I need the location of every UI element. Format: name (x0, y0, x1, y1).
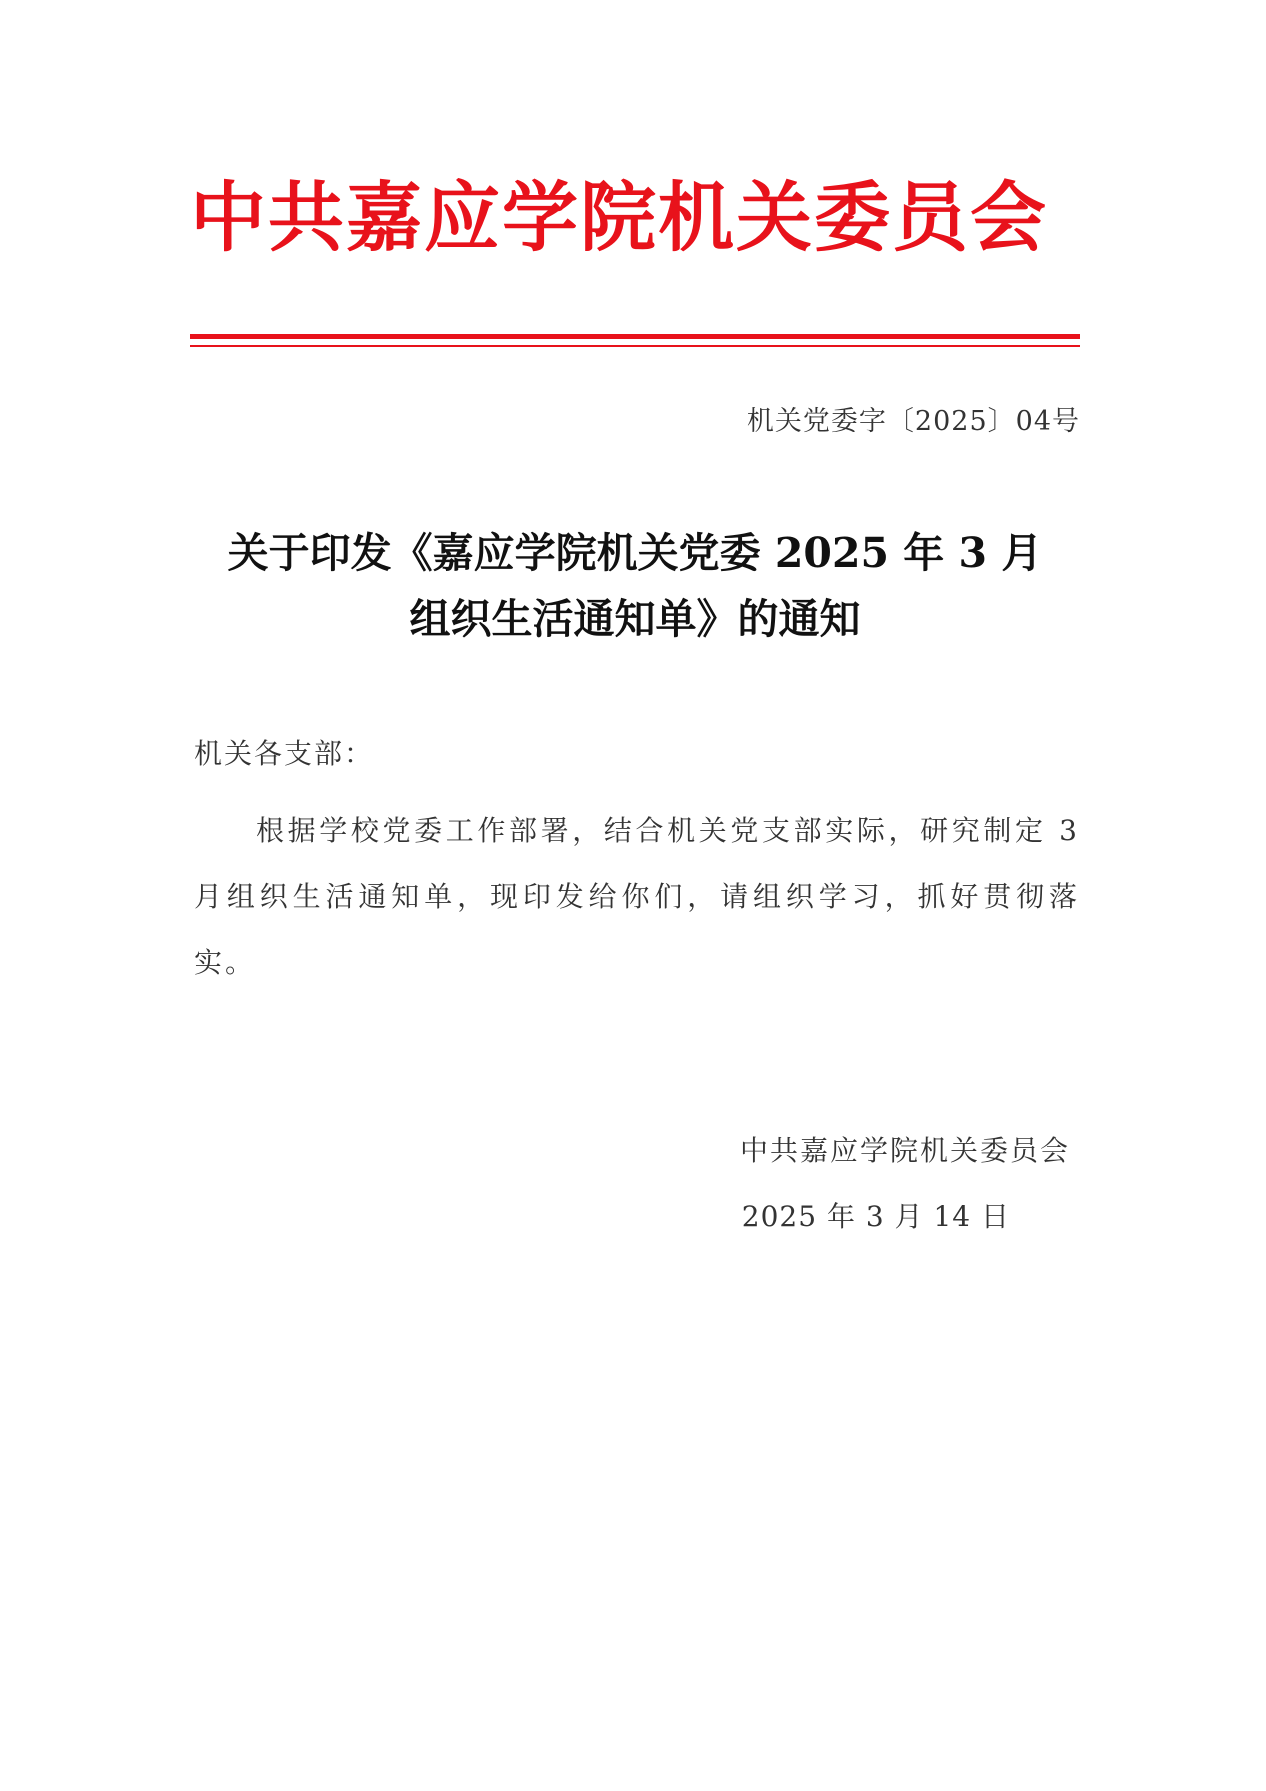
body-paragraph: 根据学校党委工作部署，结合机关党支部实际，研究制定 3 月组织生活通知单，现印发给你们，请组织学习，抓好贯彻落实。 (194, 814, 1080, 979)
signature-organization: 中共嘉应学院机关委员会 (739, 1134, 1070, 1167)
salutation: 机关各支部： (194, 737, 375, 770)
issue-date: 2025 年 3 月 14 日 (741, 1200, 1010, 1233)
document-number: 机关党委字〔2025〕04号 (746, 406, 1080, 437)
document-title-line-1: 关于印发《嘉应学院机关党委 2025 年 3 月 (227, 529, 1043, 577)
masthead-red-rule-thin (190, 345, 1080, 347)
document-title (190, 520, 1080, 652)
masthead-red-rule-thick (190, 334, 1080, 339)
document-title-line-2: 组织生活通知单》的通知 (409, 595, 861, 643)
masthead-title: 中共嘉应学院机关委员会 (190, 173, 1048, 262)
